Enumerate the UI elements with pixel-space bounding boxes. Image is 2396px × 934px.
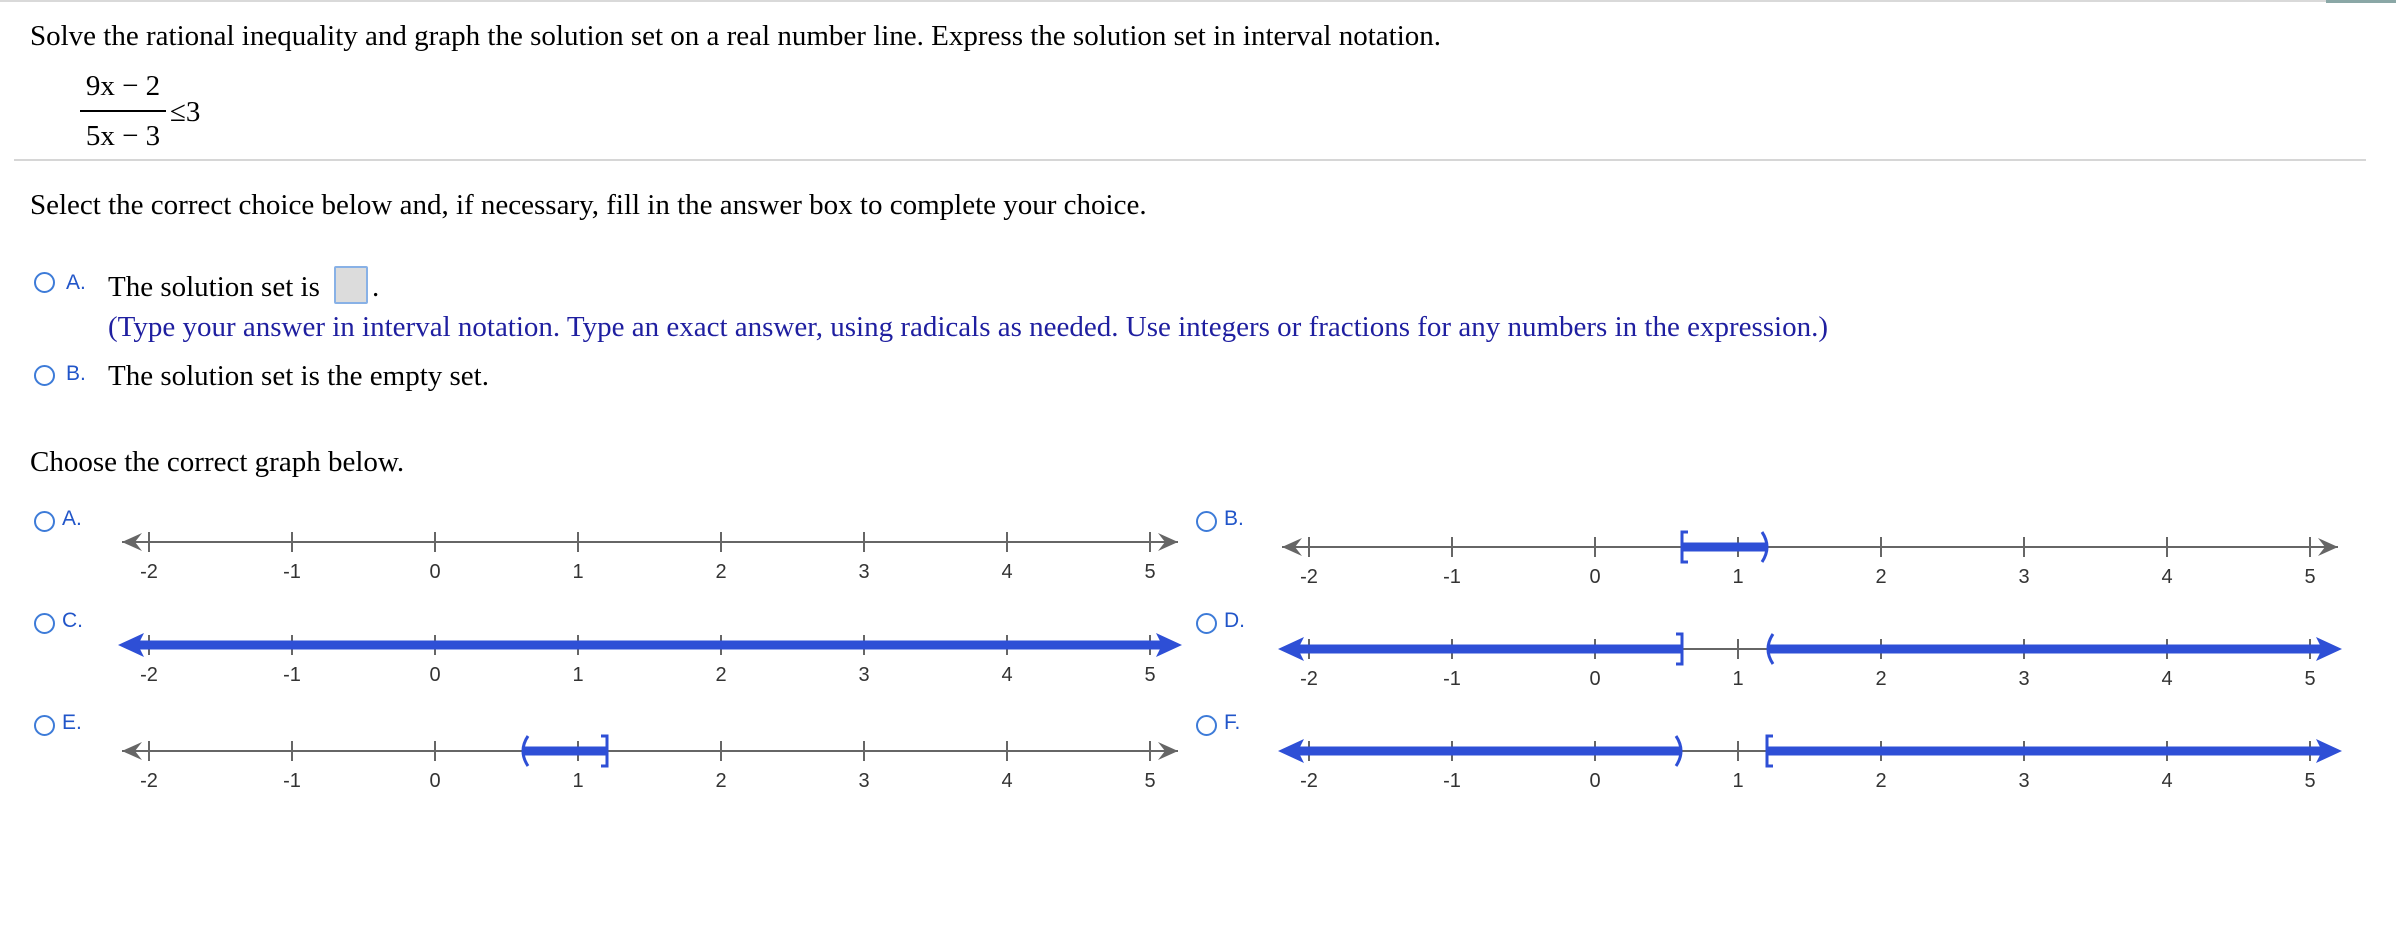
tick-label: 0 bbox=[429, 561, 441, 583]
tick-label: 2 bbox=[1875, 566, 1887, 588]
top-border bbox=[0, 0, 2396, 2]
tick-label: 2 bbox=[1875, 668, 1887, 690]
tick-label: 4 bbox=[1001, 664, 1013, 686]
graph-a-number-line bbox=[110, 520, 1190, 590]
section-divider bbox=[14, 159, 2366, 161]
graph-f-number-line bbox=[1270, 729, 2350, 799]
tick-label: 4 bbox=[2161, 566, 2173, 588]
tick-label: -1 bbox=[283, 770, 301, 792]
tick-label: 0 bbox=[1589, 668, 1601, 690]
tick-label: 0 bbox=[429, 664, 441, 686]
tick-label: -1 bbox=[1443, 770, 1461, 792]
graph-b-number-line bbox=[1270, 525, 2350, 595]
tick-label: 4 bbox=[1001, 561, 1013, 583]
tick-label: 3 bbox=[858, 561, 870, 583]
tick-label: -2 bbox=[1300, 566, 1318, 588]
tick-label: -2 bbox=[1300, 668, 1318, 690]
graph-f-radio[interactable] bbox=[1196, 715, 1217, 736]
tick-label: 0 bbox=[429, 770, 441, 792]
tick-label: 1 bbox=[1732, 770, 1744, 792]
graph-a-letter: A. bbox=[62, 507, 82, 530]
tick-label: 3 bbox=[2018, 566, 2030, 588]
tick-label: 2 bbox=[1875, 770, 1887, 792]
tick-label: -2 bbox=[140, 561, 158, 583]
tick-label: 1 bbox=[572, 561, 584, 583]
part2-instruction: Choose the correct graph below. bbox=[30, 446, 405, 478]
tick-label: 5 bbox=[1144, 770, 1156, 792]
graph-e-number-line bbox=[110, 729, 1190, 799]
tick-label: 5 bbox=[2304, 770, 2316, 792]
graph-b-letter: B. bbox=[1224, 507, 1244, 530]
tick-label: 5 bbox=[2304, 566, 2316, 588]
graph-e-radio[interactable] bbox=[34, 715, 55, 736]
choice-a-hint: (Type your answer in interval notation. Type an exact answer, using radicals as needed. Use integers or fractions for any numbers in the expression.) bbox=[108, 311, 1829, 343]
tick-label: 1 bbox=[1732, 566, 1744, 588]
tick-label: 0 bbox=[1589, 566, 1601, 588]
tick-label: 4 bbox=[2161, 668, 2173, 690]
graph-f-letter: F. bbox=[1224, 711, 1241, 734]
choice-b-text: The solution set is the empty set. bbox=[108, 360, 489, 392]
question-prompt: Solve the rational inequality and graph the solution set on a real number line. Express the solution set in interval notation. bbox=[30, 20, 1442, 52]
graph-d-radio[interactable] bbox=[1196, 613, 1217, 634]
tick-label: 3 bbox=[858, 664, 870, 686]
graph-a-radio[interactable] bbox=[34, 511, 55, 532]
tick-label: 3 bbox=[2018, 668, 2030, 690]
part1-instruction: Select the correct choice below and, if necessary, fill in the answer box to complete your choice. bbox=[30, 189, 1147, 221]
tick-label: -1 bbox=[1443, 668, 1461, 690]
choice-b-radio[interactable] bbox=[34, 365, 55, 386]
fraction-bar bbox=[80, 110, 166, 112]
interval-answer-input[interactable] bbox=[334, 266, 368, 304]
tick-label: -1 bbox=[283, 561, 301, 583]
tick-label: -2 bbox=[140, 770, 158, 792]
choice-b-letter: B. bbox=[66, 362, 86, 385]
tick-label: 3 bbox=[2018, 770, 2030, 792]
graph-d-number-line bbox=[1270, 627, 2350, 697]
tick-label: 4 bbox=[2161, 770, 2173, 792]
tick-label: 5 bbox=[1144, 561, 1156, 583]
tick-label: 0 bbox=[1589, 770, 1601, 792]
tick-label: 5 bbox=[2304, 668, 2316, 690]
tick-label: 5 bbox=[1144, 664, 1156, 686]
inequality-relation: ≤3 bbox=[170, 96, 201, 128]
choice-a-radio[interactable] bbox=[34, 272, 55, 293]
graph-c-letter: C. bbox=[62, 609, 83, 632]
graph-c-radio[interactable] bbox=[34, 613, 55, 634]
choice-a-text: The solution set is bbox=[108, 271, 320, 303]
graph-e-letter: E. bbox=[62, 711, 82, 734]
tick-label: 4 bbox=[1001, 770, 1013, 792]
choice-a-period: . bbox=[372, 271, 380, 303]
tick-label: -1 bbox=[1443, 566, 1461, 588]
fraction-denominator: 5x − 3 bbox=[85, 120, 161, 152]
tick-label: 1 bbox=[1732, 668, 1744, 690]
fraction-numerator: 9x − 2 bbox=[85, 70, 161, 102]
tick-label: 3 bbox=[858, 770, 870, 792]
tick-label: 2 bbox=[715, 770, 727, 792]
tick-label: -1 bbox=[283, 664, 301, 686]
graph-d-letter: D. bbox=[1224, 609, 1245, 632]
tick-label: 1 bbox=[572, 770, 584, 792]
choice-a-letter: A. bbox=[66, 271, 86, 294]
tick-label: 1 bbox=[572, 664, 584, 686]
tick-label: 2 bbox=[715, 664, 727, 686]
tick-label: 2 bbox=[715, 561, 727, 583]
tick-label: -2 bbox=[1300, 770, 1318, 792]
tick-label: -2 bbox=[140, 664, 158, 686]
graph-c-number-line bbox=[110, 623, 1190, 693]
graph-b-radio[interactable] bbox=[1196, 511, 1217, 532]
corner-accent bbox=[2326, 0, 2396, 3]
